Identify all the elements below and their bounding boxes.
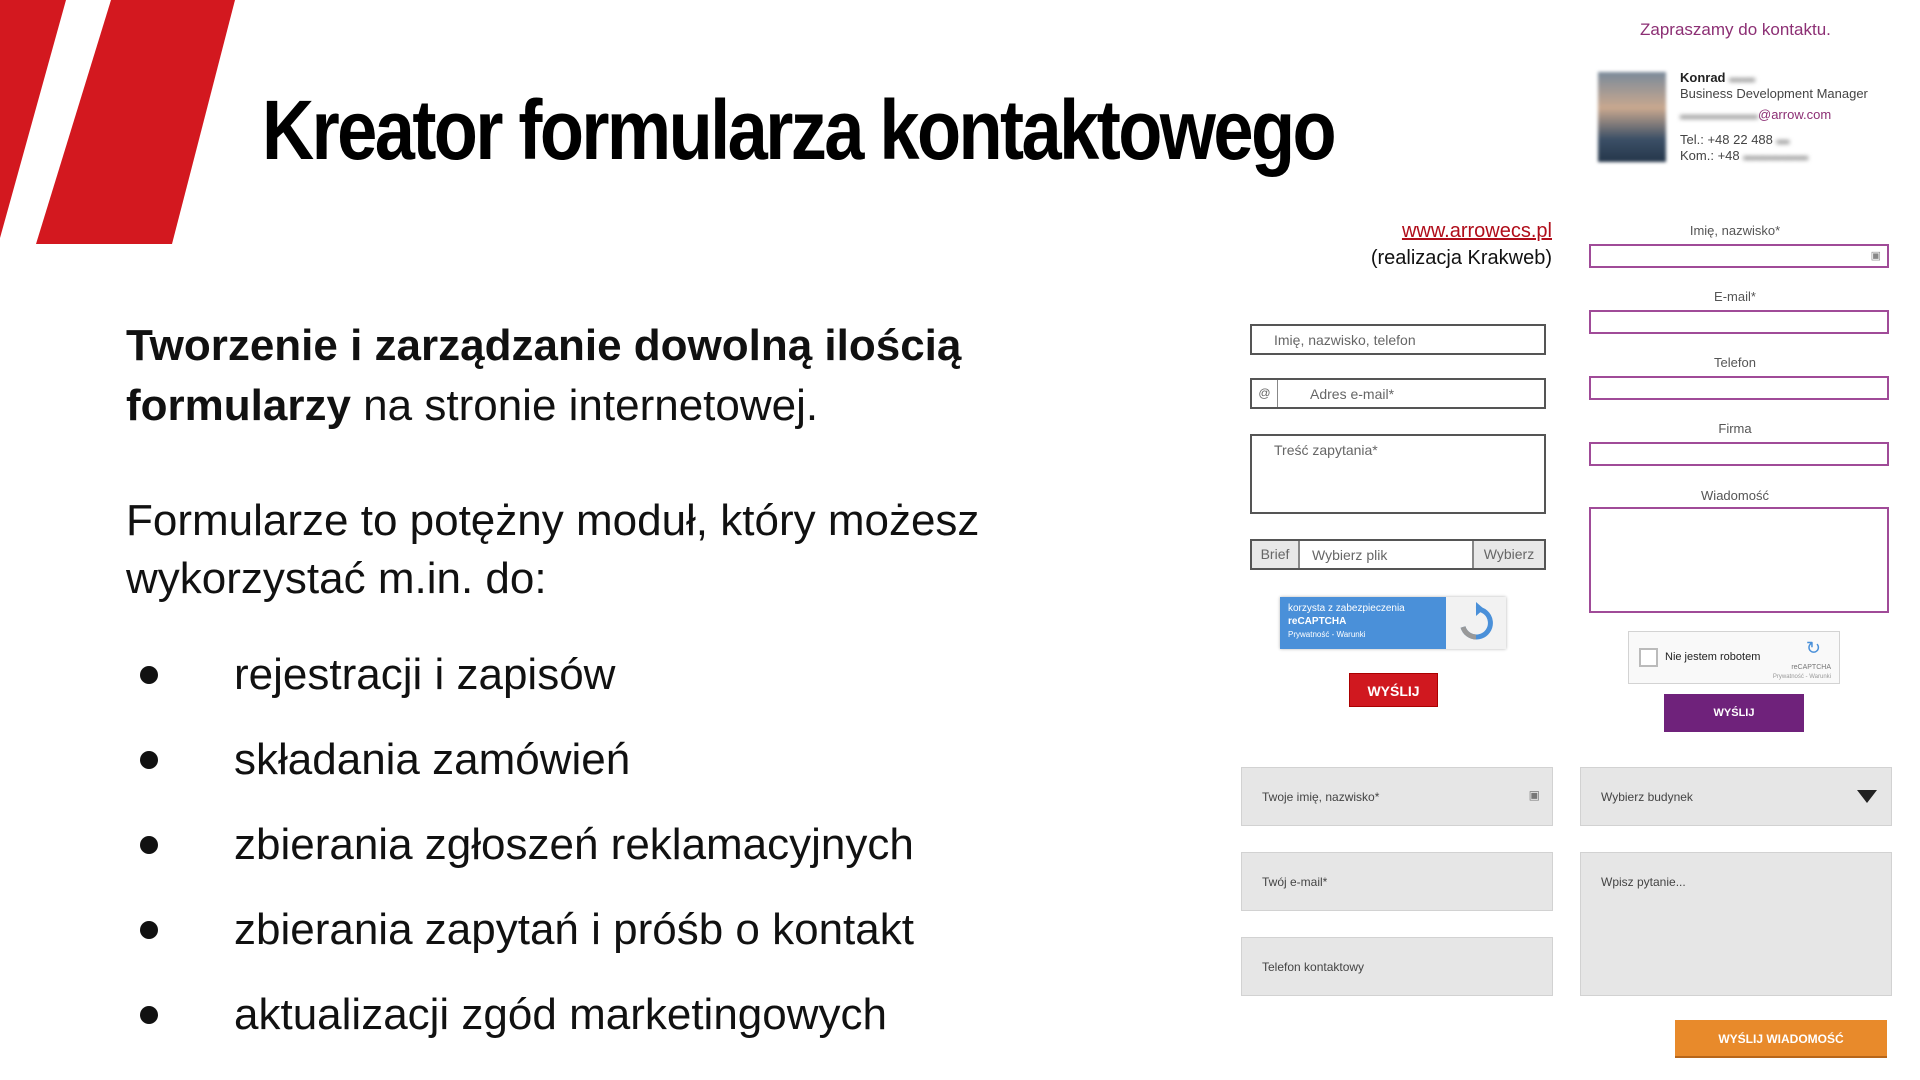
file-choose-button[interactable]: Wybierz [1472,541,1544,568]
submit-button-red[interactable]: WYŚLIJ [1349,673,1438,707]
email-input[interactable]: Twój e-mail* [1241,852,1553,911]
bullet-icon [140,1006,158,1024]
at-icon: @ [1252,380,1278,407]
submit-button-orange[interactable]: WYŚLIJ WIADOMOŚĆ [1675,1020,1887,1058]
email-input[interactable]: @ Adres e-mail* [1250,378,1546,409]
site-credit [1371,218,1552,272]
slide-title: Kreator formularza kontaktowego [262,83,1335,177]
bullet-icon [140,921,158,939]
contact-avatar [1598,72,1666,162]
bullet-icon [140,836,158,854]
recaptcha-icon [1446,597,1506,649]
blurred-surname: ▬▬ [1729,70,1756,85]
site-credit-text: (realizacja Krakweb) [1370,247,1552,269]
file-upload[interactable] [1250,539,1546,570]
email-input[interactable] [1589,310,1889,334]
intro-bold-2: formularzy [126,381,351,430]
recaptcha-checkbox[interactable]: Nie jestem robotem ↻ reCAPTCHA Prywatność - Warunki [1628,631,1840,684]
chevron-down-icon [1857,790,1877,804]
bullet-icon [140,751,158,769]
list-item: aktualizacji zgód marketingowych [140,972,914,1057]
file-prefix: Brief [1252,541,1300,568]
list-item: zbierania zapytań i próśb o kontakt [140,887,914,972]
contact-name: Konrad [1680,70,1726,85]
bullet-list [140,632,914,1057]
red-stripes-decoration [0,0,240,250]
list-item: składania zamówień [140,717,914,802]
recaptcha-icon: ↻ [1805,638,1821,658]
contact-heading: Zapraszamy do kontaktu. [1640,20,1831,39]
checkbox[interactable] [1639,648,1658,667]
recaptcha-badge[interactable]: korzysta z zabezpieczenia reCAPTCHA Prywatność - Warunki [1280,597,1506,649]
message-textarea[interactable] [1589,507,1889,613]
contact-card: Konrad ▬▬ Business Development Manager ▬▬▬▬▬▬@arrow.com Tel.: +48 22 488 ▬ Kom.: +48 ▬▬▬▬▬ [1680,70,1868,163]
list-item: zbierania zgłoszeń reklamacyjnych [140,802,914,887]
phone-input[interactable]: Telefon kontaktowy [1241,937,1553,996]
paragraph: Formularze to potężny moduł, który możesz wykorzystać m.in. do: [126,496,980,603]
contact-tel: Tel.: +48 22 488 [1680,132,1773,147]
contact-role: Business Development Manager [1680,86,1868,101]
message-textarea[interactable]: Treść zapytania* [1250,434,1546,514]
phone-input[interactable] [1589,376,1889,400]
building-select[interactable]: Wybierz budynek [1580,767,1892,826]
contact-email[interactable]: ▬▬▬▬▬▬@arrow.com [1680,107,1832,122]
intro-text [126,316,1086,436]
bullet-icon [140,666,158,684]
name-input[interactable]: Twoje imię, nazwisko* ▣ [1241,767,1553,826]
file-placeholder: Wybierz plik [1312,547,1388,563]
intro-bold-1: Tworzenie i zarządzanie dowolną ilością [126,321,962,370]
name-phone-input[interactable]: Imię, nazwisko, telefon [1250,324,1546,355]
question-textarea[interactable]: Wpisz pytanie... [1580,852,1892,996]
contact-kom: Kom.: +48 [1680,148,1740,163]
company-input[interactable] [1589,442,1889,466]
site-link[interactable]: www.arrowecs.pl [1401,220,1552,242]
contact-card-icon: ▣ [1528,788,1540,802]
submit-button-purple[interactable]: WYŚLIJ [1664,694,1804,732]
contact-card-icon: ▣ [1870,250,1881,262]
name-input[interactable] [1589,244,1889,268]
list-item: rejestracji i zapisów [140,632,914,717]
intro-rest: na stronie internetowej. [350,381,819,430]
